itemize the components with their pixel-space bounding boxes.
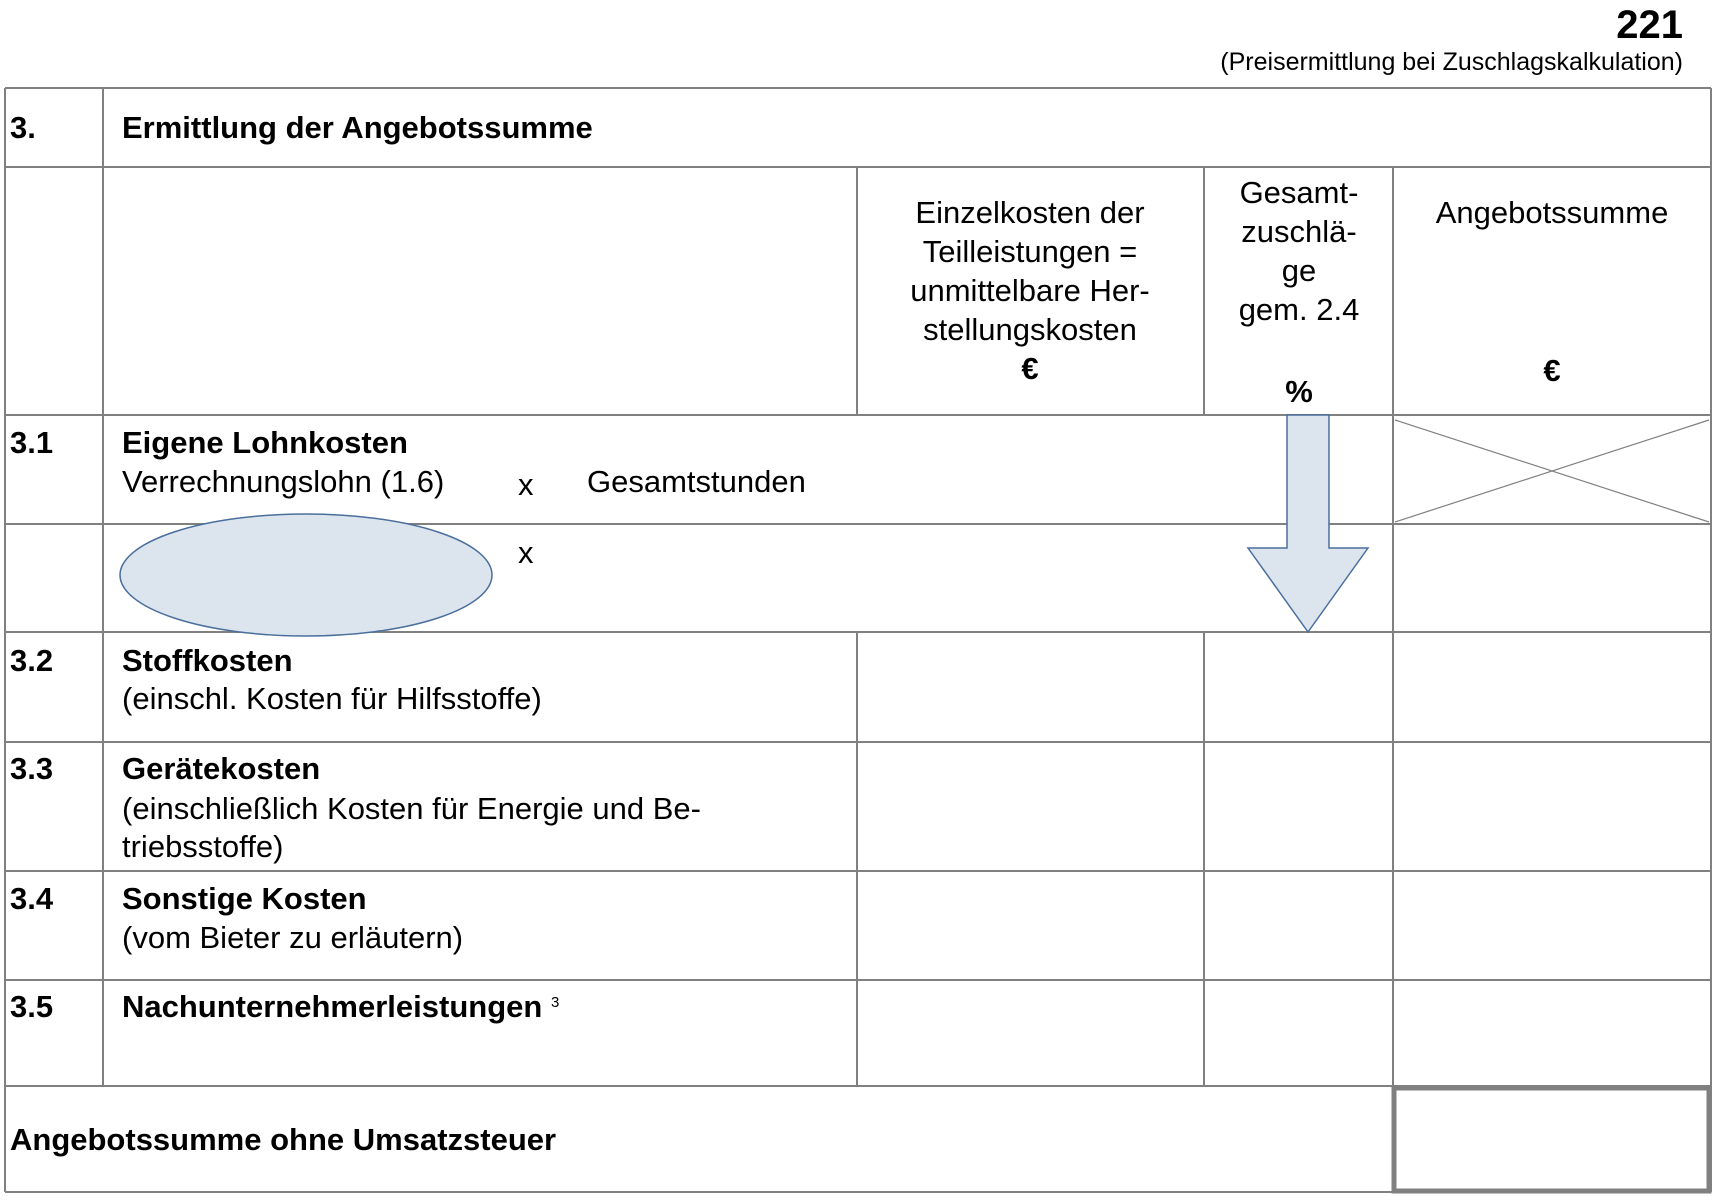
multiply-operator: x — [518, 535, 534, 570]
col-header-angebotssumme: Angebotssumme — [1435, 195, 1669, 230]
col-unit-percent: % — [1285, 374, 1313, 409]
row-desc: (vom Bieter zu erläutern) — [122, 920, 464, 955]
row-desc: triebsstoffe) — [122, 829, 284, 864]
footnote-marker: 3 — [550, 994, 560, 1011]
col-header-zuschlaege: Gesamt- zuschlä- ge gem. 2.4 — [1238, 175, 1360, 327]
row-title: Gerätekosten — [122, 751, 321, 786]
row-operand: Gesamtstunden — [587, 464, 806, 499]
col-header-einzelkosten: Einzelkosten der Teilleistungen = unmittelbare Her- stellungskosten € — [870, 193, 1190, 388]
row-number: 3.5 — [10, 989, 54, 1024]
total-label: Angebotssumme ohne Umsatzsteuer — [10, 1122, 557, 1157]
section-number: 3. — [10, 110, 36, 145]
row-number: 3.2 — [10, 643, 54, 678]
row-title: Stoffkosten — [122, 643, 293, 678]
row-title: Eigene Lohnkosten — [122, 425, 408, 460]
col-unit-euro: € — [1543, 353, 1561, 388]
row-number: 3.4 — [10, 881, 54, 916]
total-box — [1394, 1088, 1709, 1191]
row-title: Nachunternehmerleistungen $^3$ — [122, 989, 560, 1024]
placeholder-ellipse — [120, 514, 492, 636]
form-number: 221 — [1616, 3, 1683, 47]
row-number: 3.3 — [10, 751, 54, 786]
row-title: Sonstige Kosten — [122, 881, 367, 916]
section-title: Ermittlung der Angebotssumme — [122, 110, 593, 145]
row-number: 3.1 — [10, 425, 54, 460]
multiply-operator: x — [518, 467, 534, 502]
form-subtitle: (Preisermittlung bei Zuschlagskalkulation) — [1220, 48, 1683, 76]
row-desc: (einschließlich Kosten für Energie und Be- — [122, 791, 701, 826]
col-unit-euro: € — [1021, 351, 1039, 386]
row-desc: (einschl. Kosten für Hilfsstoffe) — [122, 681, 542, 716]
row-desc: Verrechnungslohn (1.6) — [122, 464, 445, 499]
